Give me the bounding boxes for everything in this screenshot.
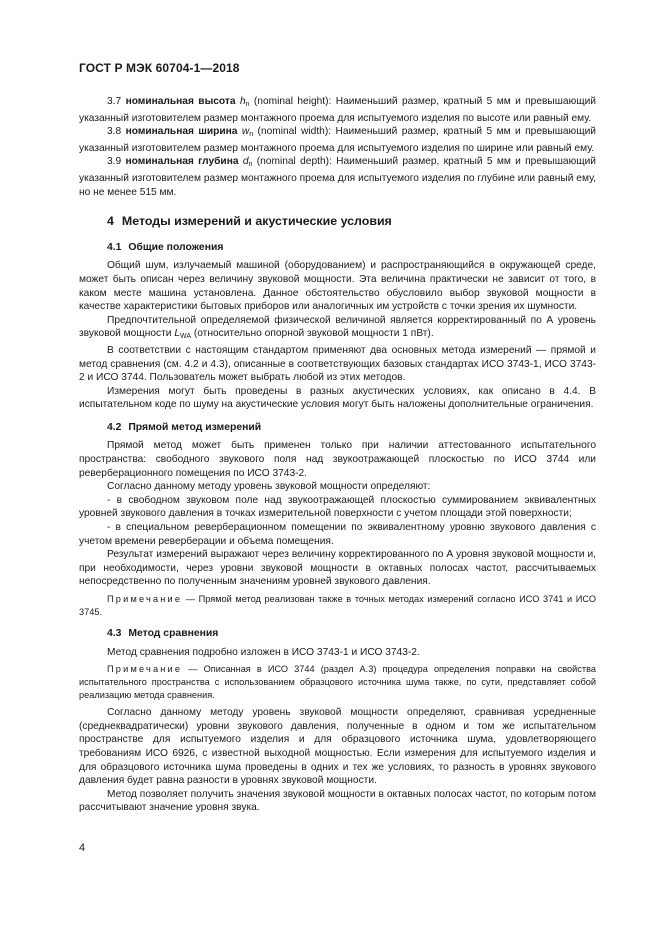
paragraph: Метод сравнения подробно изложен в ИСО 3743-1 и ИСО 3743-2. <box>107 646 420 658</box>
definition-symbol-subscript: n <box>249 131 254 139</box>
paragraph <box>79 314 596 344</box>
page-number: 4 <box>79 842 86 854</box>
subsection-title: Прямой метод измерений <box>128 421 262 433</box>
list-item: - в специальном реверберационном помещении по эквивалентному уровню звукового давления с учетом времени реверберации и объема помещения. <box>79 522 596 547</box>
definition-3-8 <box>79 125 596 155</box>
paragraph: Метод позволяет получить значения звуковой мощности в октавных полосах частот, по которым потом рассчитывают значение уровня звука. <box>79 788 596 814</box>
paragraph: В соответствии с настоящим стандартом применяют два основных метода измерений — прямой и метод сравнения (см. 4.2 и 4.3), описанные в соответствующих базовых стандартах ИСО 3743-1, ИСО 3743-2 и ИСО 3744. Пользователь может выбрать любой из этих методов. <box>79 344 596 384</box>
definition-symbol-subscript: n <box>245 101 250 108</box>
paragraph-text: Предпочтительной определяемой физической величиной является корректированный по А уровень звуковой мощности <box>79 314 596 340</box>
note-label: Примечание <box>107 594 183 604</box>
list-item: - в свободном звуковом поле над звукоотражающей плоскостью суммированием эквивалентных уровней звукового давления в точках измерительной поверхности с учетом площади этой поверхности; <box>79 494 596 520</box>
definition-number: 3.7 <box>107 96 122 107</box>
definition-term: номинальная высота <box>125 96 236 107</box>
subsection-number: 4.2 <box>107 421 122 433</box>
paragraph: Прямой метод может быть применен только при наличии аттестованного испытательного пространства: свободного звукового поля над звукоотражающей плоскостью по ИСО 3744 или реверберационного помещения по ИСО 3743-2. <box>79 440 596 479</box>
definition-symbol: w <box>241 126 250 138</box>
paragraph: Согласно данному методу уровень звуковой мощности определяют, сравнивая усредненные (среднеквадратически) уровни звукового давления, полученные в одном и том же испытательном пространстве для испытуемого изделия и для образцового источника шума, удовлетворяющего требованиям ИСО 6926, с известной выходной мощностью. Если измерения для испытуемого изделия и для образцового источника шума проведены в одних и тех же условиях, то разность в уровнях звукового давления будет равна разности в уровнях звуковой мощности. <box>79 707 596 787</box>
definition-text: (nominal width): Наименьший размер, кратный 5 мм и превышающий указанный изготовителем размер монтажного проема для испытуемого изделия по ширине или равный ему. <box>79 126 596 154</box>
definition-symbol-subscript: n <box>248 161 253 169</box>
document-body <box>79 95 596 815</box>
definition-term: номинальная глубина <box>125 156 239 168</box>
paragraph: Согласно данному методу уровень звуковой мощности определяют: <box>107 481 431 493</box>
definition-3-7 <box>79 95 596 125</box>
section-4-heading <box>107 215 596 229</box>
symbol-subscript: WA <box>179 333 192 341</box>
section-title: Методы измерений и акустические условия <box>121 214 392 229</box>
definition-text: (nominal depth): Наименьший размер, кратный 5 мм и превышающий указанный изготовителем размер монтажного проема для испытуемого изделия по глубине или равный ему, но не менее 515 мм. <box>79 156 596 198</box>
definition-number: 3.8 <box>107 126 122 138</box>
section-4-2-heading <box>107 421 596 435</box>
section-number: 4 <box>107 214 114 229</box>
note <box>79 663 596 701</box>
subsection-number: 4.3 <box>107 628 122 640</box>
definition-symbol: h <box>239 96 246 107</box>
subsection-title: Метод сравнения <box>128 628 219 640</box>
definition-3-9 <box>79 155 596 199</box>
paragraph: Общий шум, излучаемый машиной (оборудованием) и распространяющийся в окружающей среде, может быть описан через величину звуковой мощности. Эта величина практически не зависит от того, в каком месте машина установлена. Данное обстоятельство обусловило выбор звуковой мощности в качестве характеристики бытовых приборов или аналогичных им устройств с точки зрения их шумности. <box>79 260 596 313</box>
document-header: ГОСТ Р МЭК 60704-1—2018 <box>79 61 240 75</box>
note <box>79 593 596 618</box>
subsection-number: 4.1 <box>107 241 122 253</box>
note-text: — Прямой метод реализован также в точных методах измерений согласно ИСО 3741 и ИСО 3745. <box>79 594 596 617</box>
definition-text: (nominal height): Наименьший размер, кратный 5 мм и превышающий указанный изготовителем размер монтажного проема для испытуемого изделия по высоте или равный ему. <box>79 96 596 124</box>
symbol: L <box>174 328 180 340</box>
subsection-title: Общие положения <box>128 241 224 253</box>
definition-term: номинальная ширина <box>125 126 238 138</box>
paragraph: Измерения могут быть проведены в разных акустических условиях, как описано в 4.4. В испытательном коде по шуму на акустические условия могут быть наложены дополнительные ограничения. <box>79 385 596 411</box>
definition-number: 3.9 <box>107 156 122 168</box>
section-4-1-heading <box>107 241 596 255</box>
note-text: — Описанная в ИСО 3744 (раздел А.3) процедура определения поправки на свойства испытательного пространства с использованием образцового источника шума также, по сути, представляет собой реализацию метода сравнения. <box>79 664 596 700</box>
paragraph-text: (относительно опорной звуковой мощности 1 пВт). <box>191 328 434 340</box>
definition-symbol: d <box>242 156 249 168</box>
paragraph: Результат измерений выражают через величину корректированного по А уровня звуковой мощности и, при необходимости, через уровни звуковой мощности в октавных полосах частот, рассчитываемых непосредственно по полученным значениям уровней звукового давления. <box>79 549 596 588</box>
note-label: Примечание <box>107 664 183 675</box>
section-4-3-heading <box>107 627 596 641</box>
